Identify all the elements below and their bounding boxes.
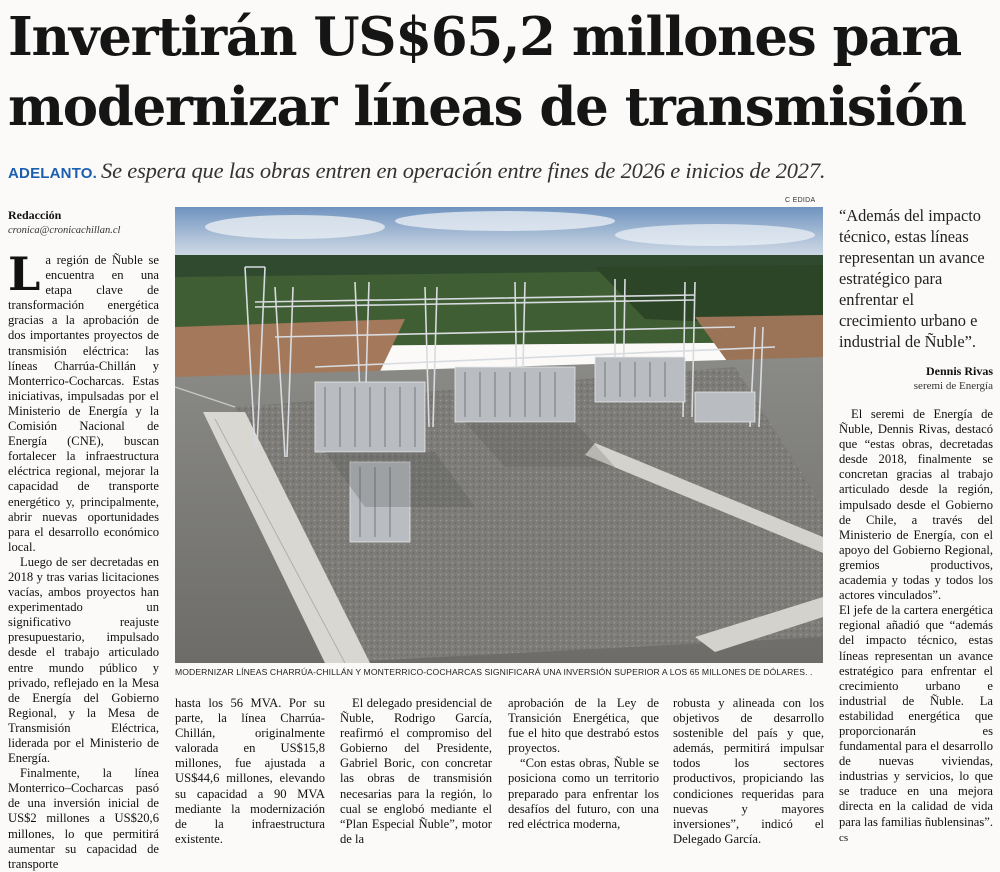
pull-quote: “Además del impacto técnico, estas líneas representan un avance estratégico para enfrentar el crecimiento urbano e industrial de Ñuble”. — [839, 206, 985, 351]
dek: Se espera que las obras entren en operación entre fines de 2026 e inicios de 2027. — [101, 158, 826, 183]
quote-author-role: seremi de Energía — [913, 380, 993, 392]
article-column-1 — [8, 247, 159, 872]
substation-illustration — [175, 207, 823, 663]
paragraph-text: a región de Ñuble se encuentra en una etapa clave de transformación energética gracias a la aprobación de dos importantes proyectos de transmisión eléctrica: las líneas Charrúa-Chillán y Monterrico-Cocharcas. Estas iniciativas, impulsadas por el Ministerio de Energía y la Comisión Nacional de Energía (CNE), buscan fortalecer la infraestructura eléctrica regional, mejorar la capacidad de transporte energético y, principalmente, abrir nuevas oportunidades para el desarrollo económico local. — [8, 253, 159, 554]
article-paragraph: “Con estas obras, Ñuble se posiciona como un territorio preparado para enfrentar los desafíos del futuro, con una red eléctrica moderna, — [508, 756, 659, 831]
kicker: ADELANTO. — [8, 165, 98, 182]
article-paragraph: hasta los 56 MVA. Por su parte, la línea Charrúa-Chillán, originalmente valorada en US$15,8 millones, fue ajustada a US$44,6 millones, elevando su capacidad a 90 MVA mediante la modernización de la infraestructura existente. — [175, 696, 325, 846]
byline — [8, 208, 168, 236]
byline-email: cronica@cronicachillan.cl — [8, 225, 121, 236]
drop-cap: L — [8, 247, 41, 301]
article-column-2 — [175, 696, 325, 847]
headline-line-1: Invertirán US$65,2 millones para — [8, 6, 961, 68]
article-paragraph: Luego de ser decretadas en 2018 y tras varias licitaciones vacías, ambos proyectos han experimentado un significativo reajuste presupuestario, impulsado desde el trabajo articulado entre mundo público y privado, reflejado en la Mesa de Energía del Gobierno Regional, y la Mesa de Transmisión Eléctrica, liderada por el Ministerio de Energía. — [8, 554, 159, 766]
headline — [8, 2, 993, 142]
article-column-6 — [839, 407, 993, 846]
photo-caption: MODERNIZAR LÍNEAS CHARRÚA-CHILLÁN Y MONTERRICO-COCHARCAS SIGNIFICARÁ UNA INVERSIÓN SUPERIOR A LOS 65 MILLONES DE DÓLARES. . — [175, 667, 813, 677]
article-paragraph: El delegado presidencial de Ñuble, Rodrigo García, reafirmó el compromiso del Gobierno del Presidente, Gabriel Boric, con concretar las obras de transmisión necesarias para la región, lo cual se englobó mediante el “Plan Especial Ñuble”, motor de la — [340, 696, 492, 846]
article-paragraph — [839, 603, 993, 846]
article-paragraph: Finalmente, la línea Monterrico–Cocharcas pasó de una inversión inicial de US$2 millones a US$20,6 millones, lo que permitirá aumentar su capacidad de transporte — [8, 766, 159, 871]
article-paragraph: El seremi de Energía de Ñuble, Dennis Rivas, destacó que “estas obras, decretadas desde 2018, finalmente se concretan gracias al trabajo articulado desde la región, impulsado desde el Gobierno de Chile, a través del Ministerio de Energía, con el apoyo del Gobierno Regional, gremios productivos, academia y todas y todos los actores vinculados”. — [839, 407, 993, 603]
paragraph-text: El jefe de la cartera energética regional añadió que “además del impacto técnico, estas líneas representan un avance estratégico para enfrentar el crecimiento urbano e industrial de Ñuble. La estabilidad energética que proporcionarán es fundamental para el desarrollo de nuevas viviendas, industrias y servicios, lo que se traduce en una mejora directa en la calidad de vida para las familias ñublensinas”. — [839, 603, 993, 829]
quote-author: Dennis Rivas — [925, 364, 993, 378]
byline-name: Redacción — [8, 208, 62, 222]
subheadline — [8, 158, 993, 184]
photo-credit: C EDIDA — [785, 197, 816, 204]
headline-line-2: modernizar líneas de transmisión — [8, 76, 966, 138]
article-column-4 — [508, 696, 659, 832]
article-paragraph — [8, 247, 159, 555]
end-mark: cs — [839, 831, 849, 844]
article-column-5 — [673, 696, 824, 847]
substation-photo — [175, 207, 823, 663]
article-column-3 — [340, 696, 492, 847]
article-paragraph: robusta y alineada con los objetivos de desarrollo sostenible del país y que, además, permitirá impulsar todos los sectores productivos, propiciando las condiciones requeridas para nuevas y mayores inversiones”, indicó el Delegado García. — [673, 696, 824, 846]
article-paragraph: aprobación de la Ley de Transición Energética, que fue el hito que destrabó estos proyectos. — [508, 696, 659, 756]
quote-attribution — [839, 364, 993, 392]
